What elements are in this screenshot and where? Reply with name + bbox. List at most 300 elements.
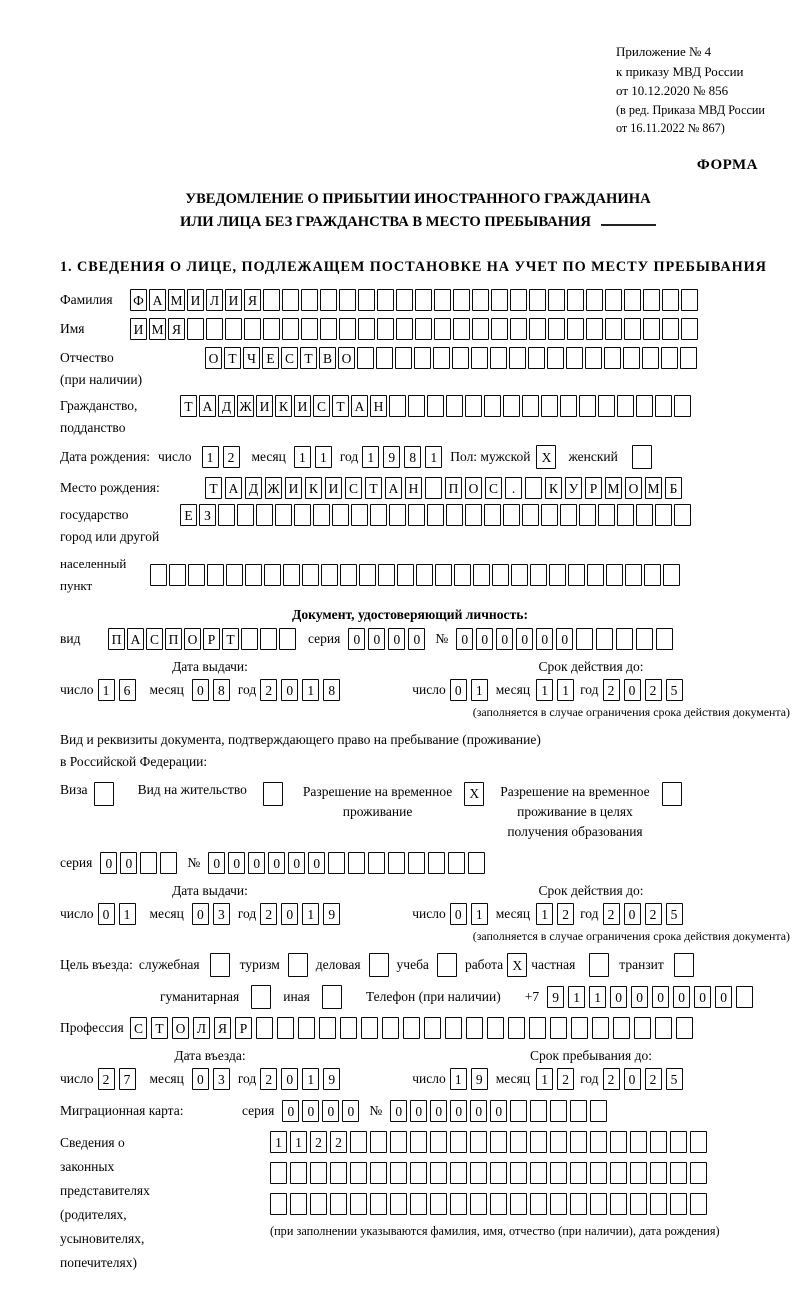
char-cell[interactable] xyxy=(348,852,365,874)
char-cell[interactable] xyxy=(644,564,661,586)
char-cell[interactable] xyxy=(277,1017,294,1039)
char-cell[interactable]: 1 xyxy=(471,903,488,925)
char-cell[interactable] xyxy=(567,318,584,340)
char-cell[interactable] xyxy=(690,1162,707,1184)
char-cell[interactable]: 1 xyxy=(302,903,319,925)
purpose-official-checkbox[interactable] xyxy=(210,953,230,977)
char-cell[interactable]: 8 xyxy=(323,679,340,701)
char-cell[interactable]: 0 xyxy=(456,628,473,650)
char-cell[interactable]: С xyxy=(485,477,502,499)
char-cell[interactable]: 0 xyxy=(536,628,553,650)
char-cell[interactable] xyxy=(661,347,678,369)
char-cell[interactable] xyxy=(160,852,177,874)
char-cell[interactable] xyxy=(410,1131,427,1153)
char-cell[interactable] xyxy=(570,1162,587,1184)
char-cell[interactable]: А xyxy=(351,395,368,417)
char-cell[interactable] xyxy=(470,1193,487,1215)
char-cell[interactable]: 1 xyxy=(450,1068,467,1090)
char-cell[interactable] xyxy=(389,504,406,526)
char-cell[interactable] xyxy=(510,1193,527,1215)
char-cell[interactable]: О xyxy=(172,1017,189,1039)
char-cell[interactable]: 0 xyxy=(192,679,209,701)
char-cell[interactable] xyxy=(490,347,507,369)
char-cell[interactable] xyxy=(446,504,463,526)
char-cell[interactable] xyxy=(663,564,680,586)
char-cell[interactable] xyxy=(206,318,223,340)
char-cell[interactable]: 9 xyxy=(471,1068,488,1090)
char-cell[interactable]: 5 xyxy=(666,1068,683,1090)
purpose-business-checkbox[interactable] xyxy=(369,953,389,977)
char-cell[interactable] xyxy=(571,1017,588,1039)
char-cell[interactable] xyxy=(656,628,673,650)
char-cell[interactable]: 0 xyxy=(368,628,385,650)
char-cell[interactable] xyxy=(530,1100,547,1122)
char-cell[interactable] xyxy=(218,504,235,526)
char-cell[interactable] xyxy=(530,1162,547,1184)
char-cell[interactable] xyxy=(188,564,205,586)
char-cell[interactable] xyxy=(260,628,277,650)
char-cell[interactable]: 0 xyxy=(516,628,533,650)
char-cell[interactable] xyxy=(263,318,280,340)
char-cell[interactable] xyxy=(680,347,697,369)
char-cell[interactable] xyxy=(237,504,254,526)
char-cell[interactable] xyxy=(650,1131,667,1153)
char-cell[interactable]: 0 xyxy=(694,986,711,1008)
char-cell[interactable] xyxy=(617,504,634,526)
char-cell[interactable]: 2 xyxy=(223,446,240,468)
char-cell[interactable] xyxy=(630,1162,647,1184)
char-cell[interactable]: П xyxy=(108,628,125,650)
char-cell[interactable]: 0 xyxy=(490,1100,507,1122)
char-cell[interactable]: Б xyxy=(665,477,682,499)
char-cell[interactable]: 0 xyxy=(624,1068,641,1090)
char-cell[interactable] xyxy=(263,289,280,311)
char-cell[interactable]: 0 xyxy=(281,679,298,701)
char-cell[interactable]: 1 xyxy=(270,1131,287,1153)
char-cell[interactable] xyxy=(358,318,375,340)
char-cell[interactable]: И xyxy=(256,395,273,417)
char-cell[interactable]: С xyxy=(313,395,330,417)
char-cell[interactable] xyxy=(376,347,393,369)
char-cell[interactable] xyxy=(610,1193,627,1215)
char-cell[interactable]: 2 xyxy=(603,679,620,701)
char-cell[interactable] xyxy=(491,289,508,311)
char-cell[interactable]: 1 xyxy=(471,679,488,701)
char-cell[interactable] xyxy=(623,347,640,369)
char-cell[interactable] xyxy=(390,1131,407,1153)
char-cell[interactable] xyxy=(452,347,469,369)
char-cell[interactable]: 2 xyxy=(260,903,277,925)
char-cell[interactable]: И xyxy=(130,318,147,340)
char-cell[interactable] xyxy=(736,986,753,1008)
char-cell[interactable] xyxy=(390,1162,407,1184)
char-cell[interactable] xyxy=(395,347,412,369)
char-cell[interactable] xyxy=(244,318,261,340)
char-cell[interactable]: 0 xyxy=(288,852,305,874)
char-cell[interactable] xyxy=(339,318,356,340)
char-cell[interactable]: 2 xyxy=(645,1068,662,1090)
char-cell[interactable] xyxy=(264,564,281,586)
char-cell[interactable] xyxy=(490,1162,507,1184)
char-cell[interactable]: 1 xyxy=(568,986,585,1008)
char-cell[interactable]: И xyxy=(187,289,204,311)
char-cell[interactable] xyxy=(510,318,527,340)
char-cell[interactable]: Т xyxy=(222,628,239,650)
char-cell[interactable] xyxy=(301,289,318,311)
char-cell[interactable]: 3 xyxy=(213,1068,230,1090)
char-cell[interactable] xyxy=(567,289,584,311)
char-cell[interactable] xyxy=(503,504,520,526)
char-cell[interactable] xyxy=(592,1017,609,1039)
char-cell[interactable] xyxy=(169,564,186,586)
char-cell[interactable]: 0 xyxy=(715,986,732,1008)
char-cell[interactable] xyxy=(472,289,489,311)
char-cell[interactable] xyxy=(491,318,508,340)
char-cell[interactable]: Е xyxy=(180,504,197,526)
purpose-work-checkbox[interactable]: X xyxy=(507,953,527,977)
char-cell[interactable]: Л xyxy=(193,1017,210,1039)
char-cell[interactable] xyxy=(492,564,509,586)
char-cell[interactable] xyxy=(624,289,641,311)
char-cell[interactable]: 0 xyxy=(120,852,137,874)
char-cell[interactable]: 1 xyxy=(589,986,606,1008)
char-cell[interactable]: 0 xyxy=(281,903,298,925)
char-cell[interactable] xyxy=(655,395,672,417)
char-cell[interactable] xyxy=(610,1162,627,1184)
sex-male-checkbox[interactable]: X xyxy=(536,445,556,469)
char-cell[interactable]: 2 xyxy=(603,1068,620,1090)
char-cell[interactable]: К xyxy=(305,477,322,499)
char-cell[interactable] xyxy=(340,1017,357,1039)
char-cell[interactable] xyxy=(586,318,603,340)
char-cell[interactable]: Ж xyxy=(265,477,282,499)
char-cell[interactable]: О xyxy=(625,477,642,499)
char-cell[interactable] xyxy=(634,1017,651,1039)
char-cell[interactable]: Л xyxy=(206,289,223,311)
char-cell[interactable] xyxy=(378,564,395,586)
char-cell[interactable]: Т xyxy=(365,477,382,499)
char-cell[interactable] xyxy=(550,1193,567,1215)
char-cell[interactable] xyxy=(424,1017,441,1039)
char-cell[interactable]: 0 xyxy=(410,1100,427,1122)
char-cell[interactable]: 0 xyxy=(342,1100,359,1122)
char-cell[interactable] xyxy=(674,395,691,417)
char-cell[interactable]: 0 xyxy=(408,628,425,650)
char-cell[interactable] xyxy=(328,852,345,874)
purpose-tourism-checkbox[interactable] xyxy=(288,953,308,977)
char-cell[interactable]: 0 xyxy=(388,628,405,650)
char-cell[interactable]: 2 xyxy=(603,903,620,925)
char-cell[interactable] xyxy=(225,318,242,340)
char-cell[interactable]: 2 xyxy=(557,1068,574,1090)
char-cell[interactable]: 0 xyxy=(248,852,265,874)
char-cell[interactable] xyxy=(390,1193,407,1215)
char-cell[interactable] xyxy=(636,628,653,650)
char-cell[interactable]: Ч xyxy=(243,347,260,369)
char-cell[interactable] xyxy=(270,1193,287,1215)
char-cell[interactable]: . xyxy=(505,477,522,499)
char-cell[interactable]: 1 xyxy=(302,1068,319,1090)
char-cell[interactable] xyxy=(187,318,204,340)
char-cell[interactable] xyxy=(282,289,299,311)
char-cell[interactable] xyxy=(241,628,258,650)
char-cell[interactable]: К xyxy=(545,477,562,499)
char-cell[interactable]: Н xyxy=(370,395,387,417)
char-cell[interactable] xyxy=(450,1162,467,1184)
char-cell[interactable]: 0 xyxy=(228,852,245,874)
char-cell[interactable] xyxy=(650,1162,667,1184)
char-cell[interactable] xyxy=(662,289,679,311)
char-cell[interactable] xyxy=(662,318,679,340)
char-cell[interactable] xyxy=(617,395,634,417)
purpose-transit-checkbox[interactable] xyxy=(674,953,694,977)
purpose-humanitarian-checkbox[interactable] xyxy=(251,985,271,1009)
char-cell[interactable] xyxy=(586,289,603,311)
char-cell[interactable] xyxy=(245,564,262,586)
char-cell[interactable] xyxy=(525,477,542,499)
char-cell[interactable] xyxy=(655,504,672,526)
char-cell[interactable] xyxy=(430,1162,447,1184)
char-cell[interactable] xyxy=(530,1193,547,1215)
char-cell[interactable]: Я xyxy=(244,289,261,311)
char-cell[interactable] xyxy=(548,318,565,340)
char-cell[interactable] xyxy=(389,395,406,417)
char-cell[interactable]: 0 xyxy=(496,628,513,650)
char-cell[interactable] xyxy=(510,1131,527,1153)
char-cell[interactable] xyxy=(150,564,167,586)
char-cell[interactable]: Р xyxy=(235,1017,252,1039)
char-cell[interactable]: 9 xyxy=(323,1068,340,1090)
char-cell[interactable]: М xyxy=(168,289,185,311)
char-cell[interactable] xyxy=(510,289,527,311)
char-cell[interactable] xyxy=(414,347,431,369)
char-cell[interactable]: 1 xyxy=(119,903,136,925)
char-cell[interactable] xyxy=(448,852,465,874)
char-cell[interactable]: 0 xyxy=(556,628,573,650)
char-cell[interactable] xyxy=(446,395,463,417)
char-cell[interactable] xyxy=(298,1017,315,1039)
char-cell[interactable] xyxy=(396,318,413,340)
char-cell[interactable] xyxy=(408,395,425,417)
char-cell[interactable] xyxy=(370,1162,387,1184)
char-cell[interactable] xyxy=(570,1100,587,1122)
char-cell[interactable] xyxy=(636,504,653,526)
char-cell[interactable] xyxy=(290,1162,307,1184)
visa-checkbox[interactable] xyxy=(94,782,114,806)
char-cell[interactable] xyxy=(625,564,642,586)
char-cell[interactable]: Ф xyxy=(130,289,147,311)
char-cell[interactable]: 0 xyxy=(430,1100,447,1122)
char-cell[interactable] xyxy=(650,1193,667,1215)
char-cell[interactable] xyxy=(670,1193,687,1215)
char-cell[interactable]: 0 xyxy=(322,1100,339,1122)
char-cell[interactable] xyxy=(630,1131,647,1153)
char-cell[interactable] xyxy=(484,395,501,417)
char-cell[interactable]: И xyxy=(285,477,302,499)
char-cell[interactable]: О xyxy=(184,628,201,650)
char-cell[interactable] xyxy=(279,628,296,650)
char-cell[interactable]: 5 xyxy=(666,679,683,701)
char-cell[interactable] xyxy=(522,504,539,526)
char-cell[interactable]: С xyxy=(146,628,163,650)
char-cell[interactable]: 2 xyxy=(645,903,662,925)
char-cell[interactable]: Я xyxy=(214,1017,231,1039)
char-cell[interactable]: 9 xyxy=(383,446,400,468)
char-cell[interactable] xyxy=(350,1162,367,1184)
purpose-study-checkbox[interactable] xyxy=(437,953,457,977)
char-cell[interactable] xyxy=(681,318,698,340)
char-cell[interactable] xyxy=(643,318,660,340)
char-cell[interactable] xyxy=(579,395,596,417)
char-cell[interactable] xyxy=(453,318,470,340)
char-cell[interactable] xyxy=(541,395,558,417)
char-cell[interactable] xyxy=(294,504,311,526)
temp-residence-checkbox[interactable]: X xyxy=(464,782,484,806)
char-cell[interactable] xyxy=(350,1131,367,1153)
char-cell[interactable] xyxy=(550,1017,567,1039)
char-cell[interactable] xyxy=(590,1162,607,1184)
char-cell[interactable] xyxy=(471,347,488,369)
char-cell[interactable] xyxy=(487,1017,504,1039)
char-cell[interactable] xyxy=(434,289,451,311)
residence-permit-checkbox[interactable] xyxy=(263,782,283,806)
char-cell[interactable] xyxy=(473,564,490,586)
char-cell[interactable]: 1 xyxy=(302,679,319,701)
char-cell[interactable] xyxy=(550,1131,567,1153)
char-cell[interactable] xyxy=(465,395,482,417)
char-cell[interactable]: М xyxy=(149,318,166,340)
char-cell[interactable] xyxy=(453,289,470,311)
char-cell[interactable]: 0 xyxy=(302,1100,319,1122)
char-cell[interactable] xyxy=(340,564,357,586)
char-cell[interactable]: 0 xyxy=(281,1068,298,1090)
char-cell[interactable] xyxy=(585,347,602,369)
char-cell[interactable] xyxy=(302,564,319,586)
char-cell[interactable]: 1 xyxy=(315,446,332,468)
char-cell[interactable] xyxy=(428,852,445,874)
char-cell[interactable]: 0 xyxy=(98,903,115,925)
char-cell[interactable]: 2 xyxy=(330,1131,347,1153)
char-cell[interactable]: Т xyxy=(180,395,197,417)
char-cell[interactable] xyxy=(624,318,641,340)
char-cell[interactable] xyxy=(636,395,653,417)
char-cell[interactable] xyxy=(270,1162,287,1184)
char-cell[interactable] xyxy=(576,628,593,650)
char-cell[interactable] xyxy=(416,564,433,586)
char-cell[interactable]: Р xyxy=(585,477,602,499)
char-cell[interactable]: Т xyxy=(224,347,241,369)
char-cell[interactable] xyxy=(445,1017,462,1039)
char-cell[interactable]: А xyxy=(199,395,216,417)
char-cell[interactable] xyxy=(370,504,387,526)
char-cell[interactable]: П xyxy=(445,477,462,499)
char-cell[interactable] xyxy=(606,564,623,586)
char-cell[interactable] xyxy=(339,289,356,311)
char-cell[interactable]: П xyxy=(165,628,182,650)
char-cell[interactable]: 1 xyxy=(202,446,219,468)
char-cell[interactable]: 0 xyxy=(450,903,467,925)
char-cell[interactable]: Д xyxy=(245,477,262,499)
char-cell[interactable]: 0 xyxy=(192,1068,209,1090)
char-cell[interactable] xyxy=(410,1193,427,1215)
char-cell[interactable]: 6 xyxy=(119,679,136,701)
char-cell[interactable] xyxy=(587,564,604,586)
char-cell[interactable] xyxy=(549,564,566,586)
char-cell[interactable] xyxy=(370,1193,387,1215)
char-cell[interactable] xyxy=(382,1017,399,1039)
char-cell[interactable]: Р xyxy=(203,628,220,650)
char-cell[interactable]: 1 xyxy=(536,679,553,701)
char-cell[interactable] xyxy=(547,347,564,369)
char-cell[interactable]: 1 xyxy=(557,679,574,701)
char-cell[interactable]: 0 xyxy=(624,903,641,925)
char-cell[interactable] xyxy=(566,347,583,369)
purpose-private-checkbox[interactable] xyxy=(589,953,609,977)
char-cell[interactable] xyxy=(433,347,450,369)
char-cell[interactable] xyxy=(450,1193,467,1215)
char-cell[interactable]: Я xyxy=(168,318,185,340)
char-cell[interactable]: 0 xyxy=(624,679,641,701)
char-cell[interactable] xyxy=(548,289,565,311)
purpose-other-checkbox[interactable] xyxy=(322,985,342,1009)
char-cell[interactable] xyxy=(560,504,577,526)
char-cell[interactable]: 0 xyxy=(450,1100,467,1122)
char-cell[interactable]: С xyxy=(281,347,298,369)
char-cell[interactable] xyxy=(529,1017,546,1039)
char-cell[interactable] xyxy=(330,1162,347,1184)
char-cell[interactable] xyxy=(430,1193,447,1215)
char-cell[interactable] xyxy=(590,1131,607,1153)
char-cell[interactable]: 8 xyxy=(213,679,230,701)
char-cell[interactable]: Н xyxy=(405,477,422,499)
char-cell[interactable] xyxy=(415,289,432,311)
char-cell[interactable] xyxy=(377,289,394,311)
char-cell[interactable] xyxy=(256,1017,273,1039)
char-cell[interactable] xyxy=(528,347,545,369)
char-cell[interactable]: З xyxy=(199,504,216,526)
char-cell[interactable] xyxy=(415,318,432,340)
char-cell[interactable] xyxy=(388,852,405,874)
char-cell[interactable] xyxy=(605,318,622,340)
char-cell[interactable]: 1 xyxy=(536,1068,553,1090)
char-cell[interactable]: С xyxy=(130,1017,147,1039)
char-cell[interactable]: 0 xyxy=(673,986,690,1008)
char-cell[interactable]: А xyxy=(385,477,402,499)
char-cell[interactable] xyxy=(655,1017,672,1039)
char-cell[interactable]: С xyxy=(345,477,362,499)
char-cell[interactable] xyxy=(676,1017,693,1039)
char-cell[interactable]: О xyxy=(465,477,482,499)
char-cell[interactable] xyxy=(541,504,558,526)
char-cell[interactable]: А xyxy=(127,628,144,650)
char-cell[interactable] xyxy=(616,628,633,650)
char-cell[interactable]: 0 xyxy=(631,986,648,1008)
char-cell[interactable] xyxy=(508,1017,525,1039)
char-cell[interactable]: Т xyxy=(151,1017,168,1039)
char-cell[interactable]: А xyxy=(149,289,166,311)
char-cell[interactable] xyxy=(403,1017,420,1039)
char-cell[interactable] xyxy=(643,289,660,311)
char-cell[interactable] xyxy=(503,395,520,417)
char-cell[interactable] xyxy=(470,1162,487,1184)
char-cell[interactable] xyxy=(358,289,375,311)
char-cell[interactable] xyxy=(330,1193,347,1215)
char-cell[interactable]: 9 xyxy=(323,903,340,925)
char-cell[interactable] xyxy=(465,504,482,526)
char-cell[interactable]: 1 xyxy=(536,903,553,925)
char-cell[interactable] xyxy=(396,289,413,311)
char-cell[interactable] xyxy=(408,504,425,526)
